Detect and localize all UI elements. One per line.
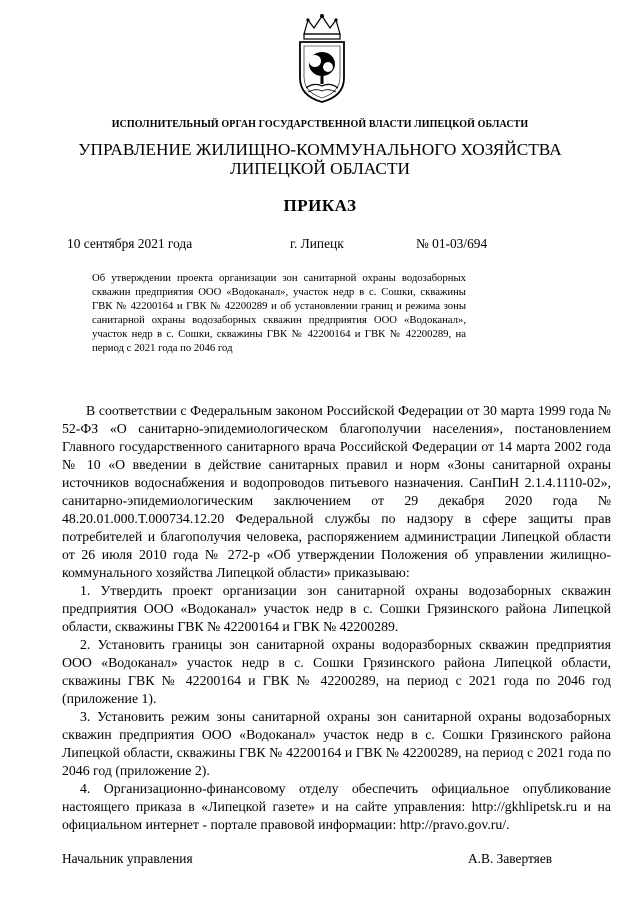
document-number: № 01-03/694 [416, 236, 488, 251]
signatory-name: А.В. Завертяев [468, 851, 553, 866]
signatory-position: Начальник управления [62, 851, 193, 866]
document-type-title: ПРИКАЗ [283, 196, 357, 215]
department-name-line-2: ЛИПЕЦКОЙ ОБЛАСТИ [230, 159, 410, 178]
document-date: 10 сентября 2021 года [67, 236, 193, 251]
order-item-1: 1. Утвердить проект организации зон санитарной охраны водозаборных скважин предприятия ООО «Водоканал» участок недр в с. Сошки Грязинского района Липецкой области, скважины ГВК № 42200164 и ГВК № 42200289. [62, 583, 611, 634]
issuing-authority-line: ИСПОЛНИТЕЛЬНЫЙ ОРГАН ГОСУДАРСТВЕННОЙ ВЛАСТИ ЛИПЕЦКОЙ ОБЛАСТИ [111, 119, 529, 130]
department-name-line-1: УПРАВЛЕНИЕ ЖИЛИЩНО-КОММУНАЛЬНОГО ХОЗЯЙСТВА [78, 140, 562, 159]
lipetsk-oblast-coat-of-arms-icon [294, 12, 350, 104]
department-name [0, 140, 640, 178]
document-city: г. Липецк [290, 236, 344, 251]
preamble-paragraph: В соответствии с Федеральным законом Российской Федерации от 30 марта 1999 года № 52-ФЗ «О санитарно-эпидемиологическом благополучии населения», постановлением Главного государственного санитарного врача Российской Федерации от 14 марта 2002 года № 10 «О введении в действие санитарных правил и норм «Зоны санитарной охраны источников водоснабжения и водопроводов питьевого назначения. СанПиН 2.1.4.1110-02», санитарно-эпидемиологическим заключением от 29 декабря 2020 года № 48.20.01.000.Т.000734.12.20 Федеральной службы по надзору в сфере защиты прав потребителей и благополучия человека, распоряжением администрации Липецкой области от 26 июля 2010 года № 272-р «Об утверждении Положения об управлении жилищно-коммунального хозяйства Липецкой области» приказываю: [62, 403, 611, 580]
order-item-4: 4. Организационно-финансовому отделу обеспечить официальное опубликование настоящего приказа в «Липецкой газете» и на сайте управления: http://gkhlipetsk.ru и на официальном интернет - портале правовой информации: http://pravo.gov.ru/. [62, 781, 611, 832]
document-subject: Об утверждении проекта организации зон санитарной охраны водозаборных скважин предприятия ООО «Водоканал», участок недр в с. Сошки, скважины ГВК № 42200164 и ГВК № 42200289 и об установлении границ и режима зоны санитарной охраны водозаборных скважин предприятия ООО «Водоканал», участок недр в с. Сошки, скважины ГВК № 42200164 и ГВК № 42200289, на период с 2021 года по 2046 год [92, 272, 466, 354]
order-item-2: 2. Установить границы зон санитарной охраны водоразборных скважин предприятия ООО «Водоканал» участок недр в с. Сошки Грязинского района Липецкой области, скважины ГВК № 42200164 и ГВК № 42200289, на период с 2021 года по 2046 год (приложение 1). [62, 637, 611, 706]
order-item-3: 3. Установить режим зоны санитарной охраны зон санитарной охраны водозаборных скважин предприятия ООО «Водоканал» участок недр в с. Сошки Грязинского района Липецкой области, скважины ГВК № 42200164 и ГВК № 42200289, на период с 2021 года по 2046 год (приложение 2). [62, 709, 611, 778]
document-body [62, 402, 611, 834]
